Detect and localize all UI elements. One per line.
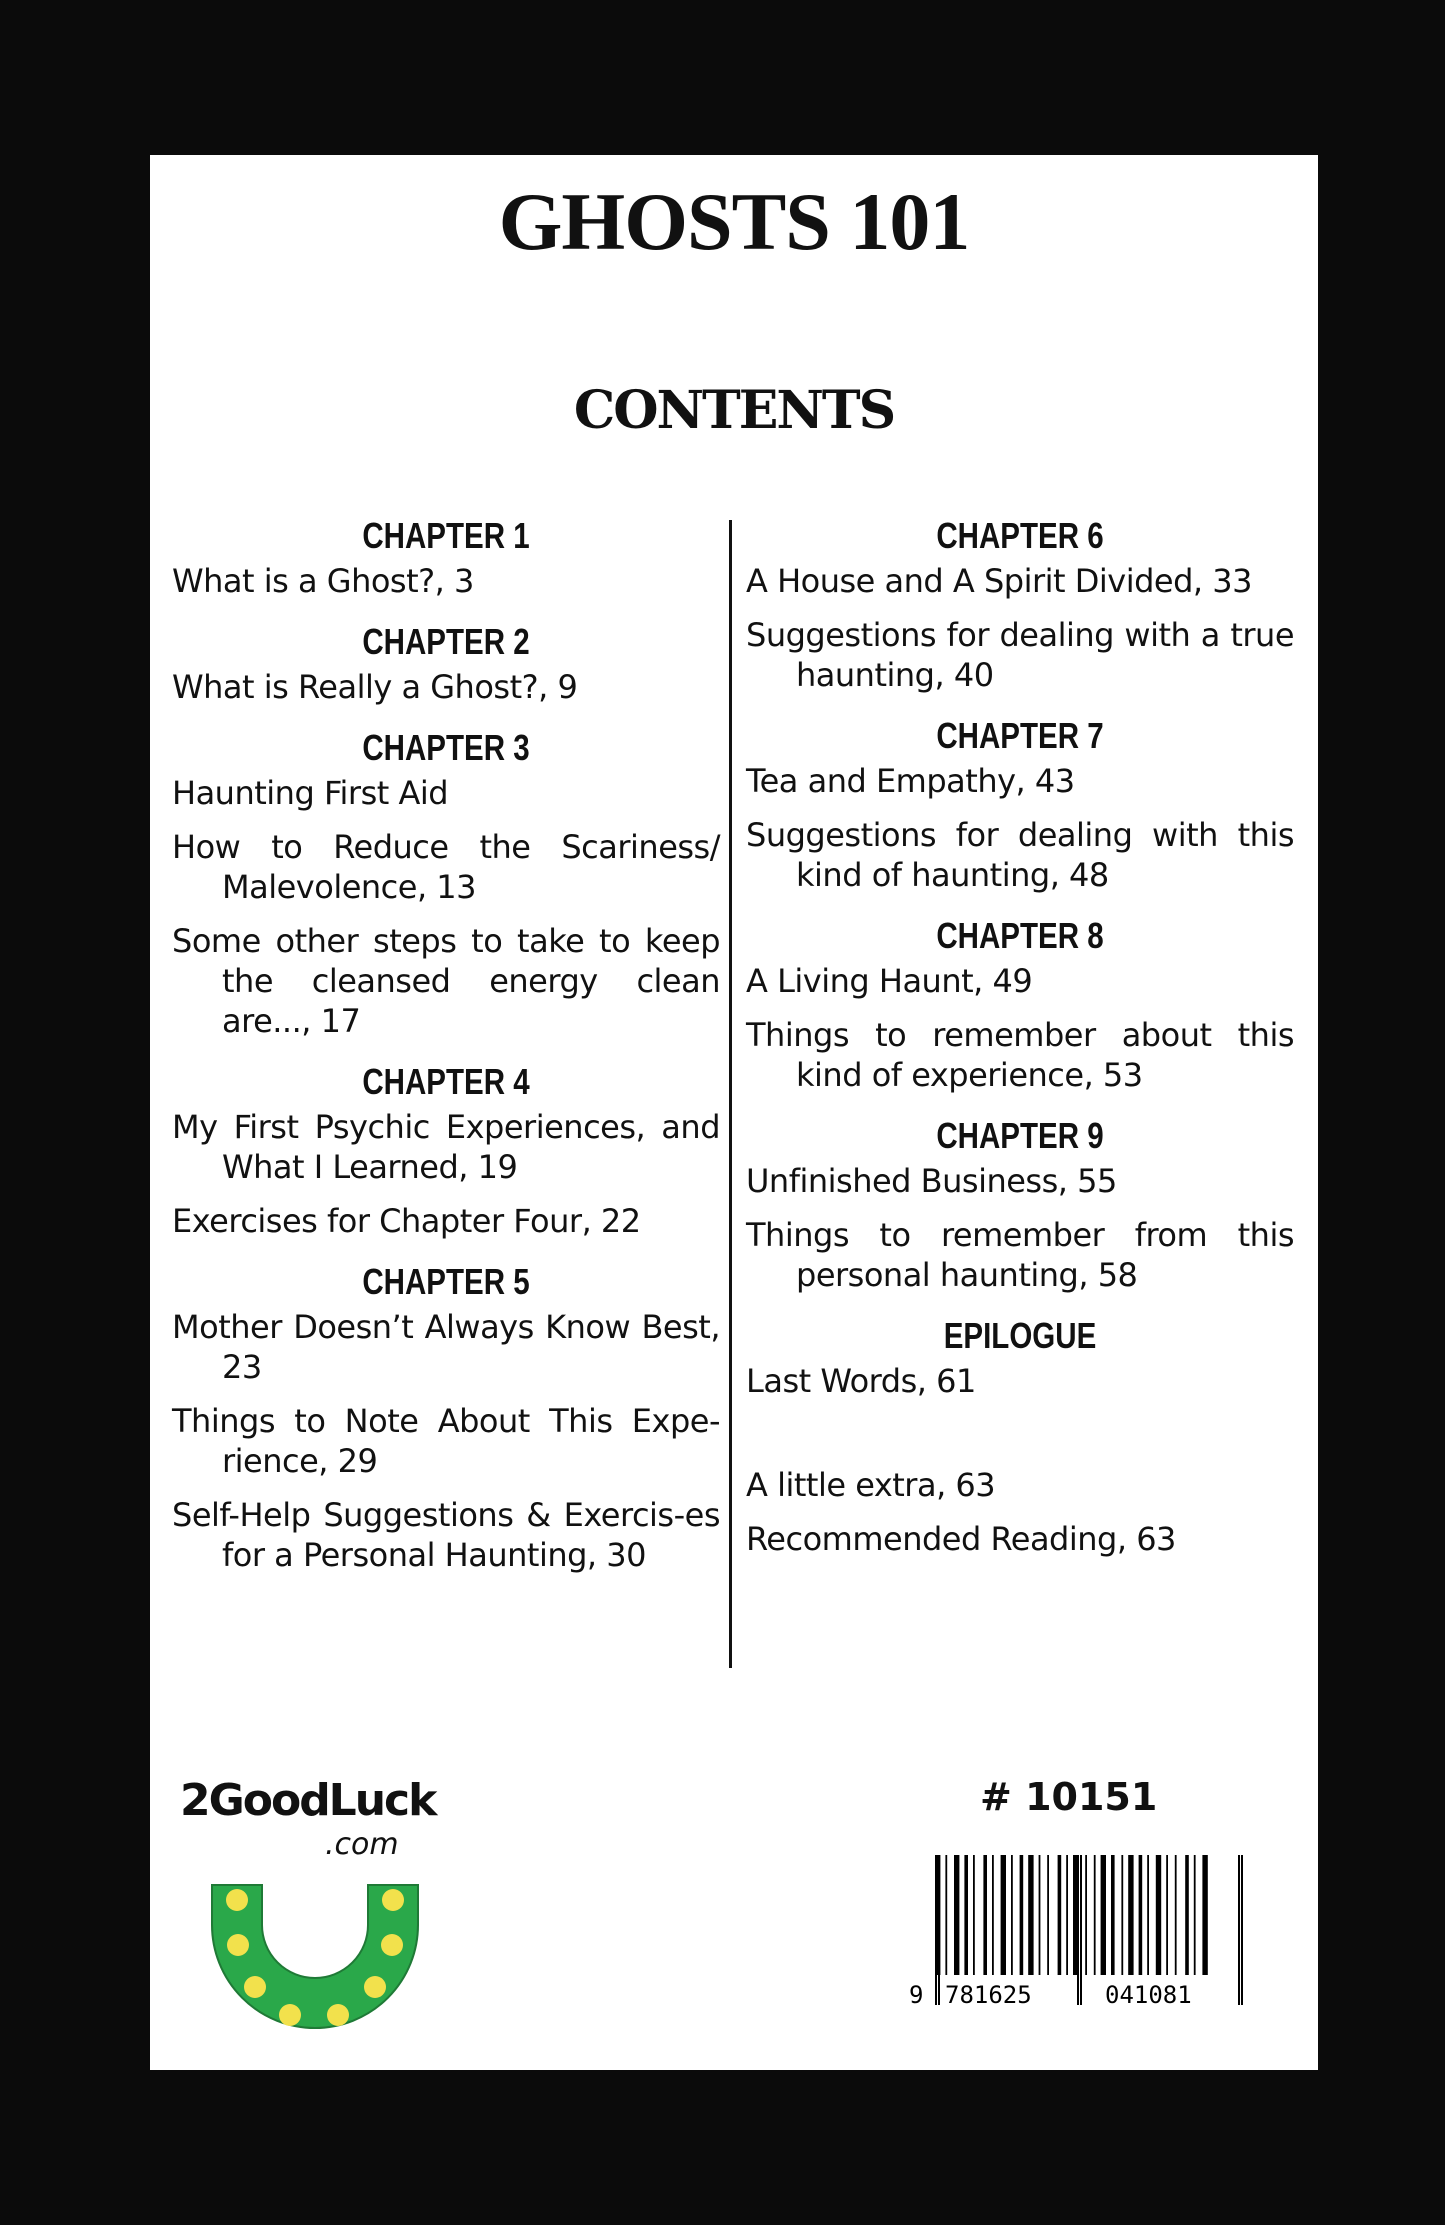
toc-epilogue [746, 1315, 1294, 1559]
toc-entry: Mother Doesn’t Always Know Best, 23 [172, 1308, 720, 1386]
barcode-bar [945, 1855, 947, 1975]
barcode-bar [992, 1855, 994, 1975]
toc-entry: A House and A Spirit Divided, 33 [746, 562, 1252, 600]
barcode-bar [1066, 1855, 1068, 1975]
logo-domain-suffix: .com [325, 1827, 399, 1862]
chapter-heading: CHAPTER 2 [362, 621, 530, 662]
column-divider [729, 520, 732, 1668]
barcode-bar [1094, 1855, 1096, 1975]
toc-entry: Suggestions for dealing with a true haunting, 40 [746, 616, 1294, 694]
barcode-bar [1039, 1855, 1041, 1975]
barcode-bar [1085, 1855, 1087, 1975]
barcode-bar [1111, 1855, 1115, 1975]
chapter-heading: CHAPTER 6 [936, 515, 1104, 556]
barcode-bar [1020, 1855, 1024, 1975]
toc-entry: What is Really a Ghost?, 9 [172, 668, 578, 706]
toc-entry: Things to remember from this personal haunting, 58 [746, 1216, 1294, 1294]
toc-chapter-8 [746, 915, 1294, 1095]
chapter-heading: EPILOGUE [943, 1315, 1097, 1356]
toc-entry: A little extra, 63 [746, 1466, 996, 1504]
contents-heading: CONTENTS [573, 380, 895, 441]
barcode-bar [1058, 1855, 1062, 1975]
toc-right-column [746, 515, 1294, 1579]
toc-entry: Things to Note About This Expe-rience, 29 [172, 1402, 720, 1480]
book-title: GHOSTS 101 [498, 176, 970, 267]
book-back-cover [150, 155, 1318, 2070]
barcode-bar [1166, 1855, 1168, 1975]
barcode-guard-bar [1077, 1855, 1079, 2005]
chapter-heading: CHAPTER 7 [936, 715, 1104, 756]
barcode-right-digits: 041081 [1105, 1981, 1192, 2009]
toc-entry: A Living Haunt, 49 [746, 962, 1033, 1000]
chapter-heading: CHAPTER 3 [362, 727, 530, 768]
toc-left-column [172, 515, 720, 1595]
spacer [746, 1415, 1294, 1465]
toc-entry: Things to remember about this kind of experience, 53 [746, 1016, 1294, 1094]
toc-chapter-4 [172, 1061, 720, 1241]
chapter-heading: CHAPTER 8 [936, 915, 1104, 956]
toc-entry: Some other steps to take to keep the cleansed energy clean are..., 17 [172, 922, 720, 1040]
barcode-bar [983, 1855, 987, 1975]
barcode-bar [973, 1855, 975, 1975]
barcode-bar [1128, 1855, 1133, 1975]
barcode-guard-bar [1080, 1855, 1082, 2005]
toc-chapter-3 [172, 727, 720, 1041]
product-number: # 10151 [980, 1775, 1158, 1819]
chapter-heading: CHAPTER 9 [936, 1115, 1104, 1156]
barcode-bar [1156, 1855, 1161, 1975]
toc-entry: How to Reduce the Scariness/ Malevolence, 13 [172, 828, 720, 906]
barcode-bar [1185, 1855, 1189, 1975]
toc-chapter-7 [746, 715, 1294, 895]
toc-entry: Exercises for Chapter Four, 22 [172, 1202, 641, 1240]
barcode-bar [1011, 1855, 1013, 1975]
barcode-bar [1047, 1855, 1049, 1975]
toc-entry: My First Psychic Experiences, and What I Learned, 19 [172, 1108, 720, 1186]
toc-entry: Last Words, 61 [746, 1362, 976, 1400]
barcode-bar [1175, 1855, 1177, 1975]
toc-entry: Unfinished Business, 55 [746, 1162, 1117, 1200]
barcode-guard-bar [938, 1855, 940, 2005]
barcode-bar [1202, 1855, 1207, 1975]
barcode-bar [1194, 1855, 1196, 1975]
toc-entry: Haunting First Aid [172, 774, 449, 812]
toc-entry: Suggestions for dealing with this kind of haunting, 48 [746, 816, 1294, 894]
toc-chapter-9 [746, 1115, 1294, 1295]
barcode [905, 1855, 1250, 2010]
horseshoe-icon [170, 1765, 460, 2045]
chapter-heading: CHAPTER 4 [362, 1061, 530, 1102]
barcode-left-digits: 781625 [945, 1981, 1032, 2009]
barcode-guard-bar [1241, 1855, 1243, 2005]
toc-entry: What is a Ghost?, 3 [172, 562, 474, 600]
barcode-bar [1147, 1855, 1149, 1975]
barcode-lead-digit: 9 [909, 1981, 924, 2009]
toc-chapter-1 [172, 515, 720, 601]
toc-entry: Recommended Reading, 63 [746, 1520, 1176, 1558]
toc-chapter-2 [172, 621, 720, 707]
toc-chapter-6 [746, 515, 1294, 695]
chapter-heading: CHAPTER 1 [362, 515, 530, 556]
barcode-bar [954, 1855, 959, 1975]
barcode-guard-bar [935, 1855, 937, 2005]
barcode-bar [1001, 1855, 1006, 1975]
toc-entry: Tea and Empathy, 43 [746, 762, 1075, 800]
barcode-bar [1139, 1855, 1143, 1975]
chapter-heading: CHAPTER 5 [362, 1261, 530, 1302]
barcode-bar [964, 1855, 968, 1975]
barcode-guard-bar [1238, 1855, 1240, 2005]
barcode-bar [1121, 1855, 1123, 1975]
barcode-bar [1028, 1855, 1033, 1975]
toc-chapter-5 [172, 1261, 720, 1575]
barcode-bar [1101, 1855, 1106, 1975]
logo-wordmark: 2GoodLuck [180, 1775, 436, 1826]
toc-entry: Self-Help Suggestions & Exercis-es for a Personal Haunting, 30 [172, 1496, 720, 1574]
